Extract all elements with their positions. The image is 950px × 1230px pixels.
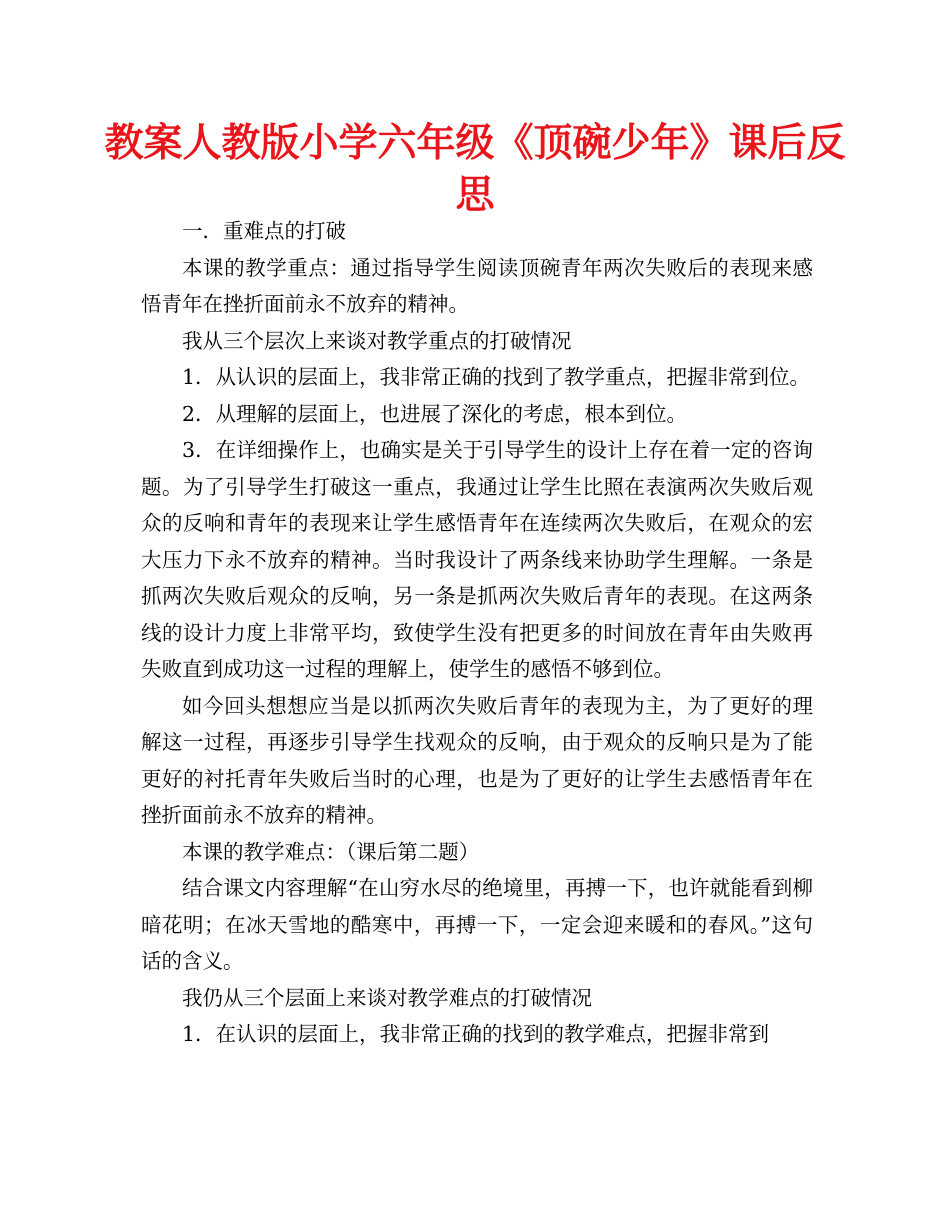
paragraph: 3．在详细操作上，也确实是关于引导学生的设计上存在着一定的咨询题。为了引导学生打破这一重点，我通过让学生比照在表演两次失败后观众的反响和青年的表现来让学生感悟青年在连续两次失败后，在观众的宏大压力下永不放弃的精神。当时我设计了两条线来协助学生理解。一条是抓两次失败后观众的反响，另一条是抓两次失败后青年的表现。在这两条线的设计力度上非常平均，致使学生没有把更多的时间放在青年由失败再失败直到成功这一过程的理解上，使学生的感悟不够到位。 (141, 438, 813, 681)
document-title: 教案人教版小学六年级《顶碗少年》课后反思 (104, 121, 846, 218)
paragraph: 本课的教学重点：通过指导学生阅读顶碗青年两次失败后的表现来感悟青年在挫折面前永不放弃的精神。 (141, 255, 813, 316)
paragraph: 我从三个层次上来谈对教学重点的打破情况 (182, 328, 572, 353)
paragraph: 如今回头想想应当是以抓两次失败后青年的表现为主，为了更好的理解这一过程，再逐步引导学生找观众的反响，由于观众的反响只是为了能更好的衬托青年失败后当时的心理，也是为了更好的让学生去感悟青年在挫折面前永不放弃的精神。 (141, 693, 813, 827)
paragraph: 2．从理解的层面上，也进展了深化的考虑，根本到位。 (182, 401, 688, 426)
section-heading: 一．重难点的打破 (182, 219, 346, 243)
paragraph: 1．在认识的层面上，我非常正确的找到的教学难点，把握非常到 (182, 1022, 770, 1046)
paragraph: 1．从认识的层面上，我非常正确的找到了教学重点，把握非常到位。 (182, 365, 811, 389)
paragraph: 本课的教学难点：（课后第二题） (182, 839, 480, 864)
document-body (141, 213, 813, 1053)
paragraph: 结合课文内容理解“在山穷水尽的绝境里，再搏一下，也许就能看到柳暗花明；在冰天雪地的酷寒中，再搏一下，一定会迎来暖和的春风。”这句话的含义。 (141, 876, 813, 973)
paragraph: 我仍从三个层面上来谈对教学难点的打破情况 (182, 985, 592, 1010)
